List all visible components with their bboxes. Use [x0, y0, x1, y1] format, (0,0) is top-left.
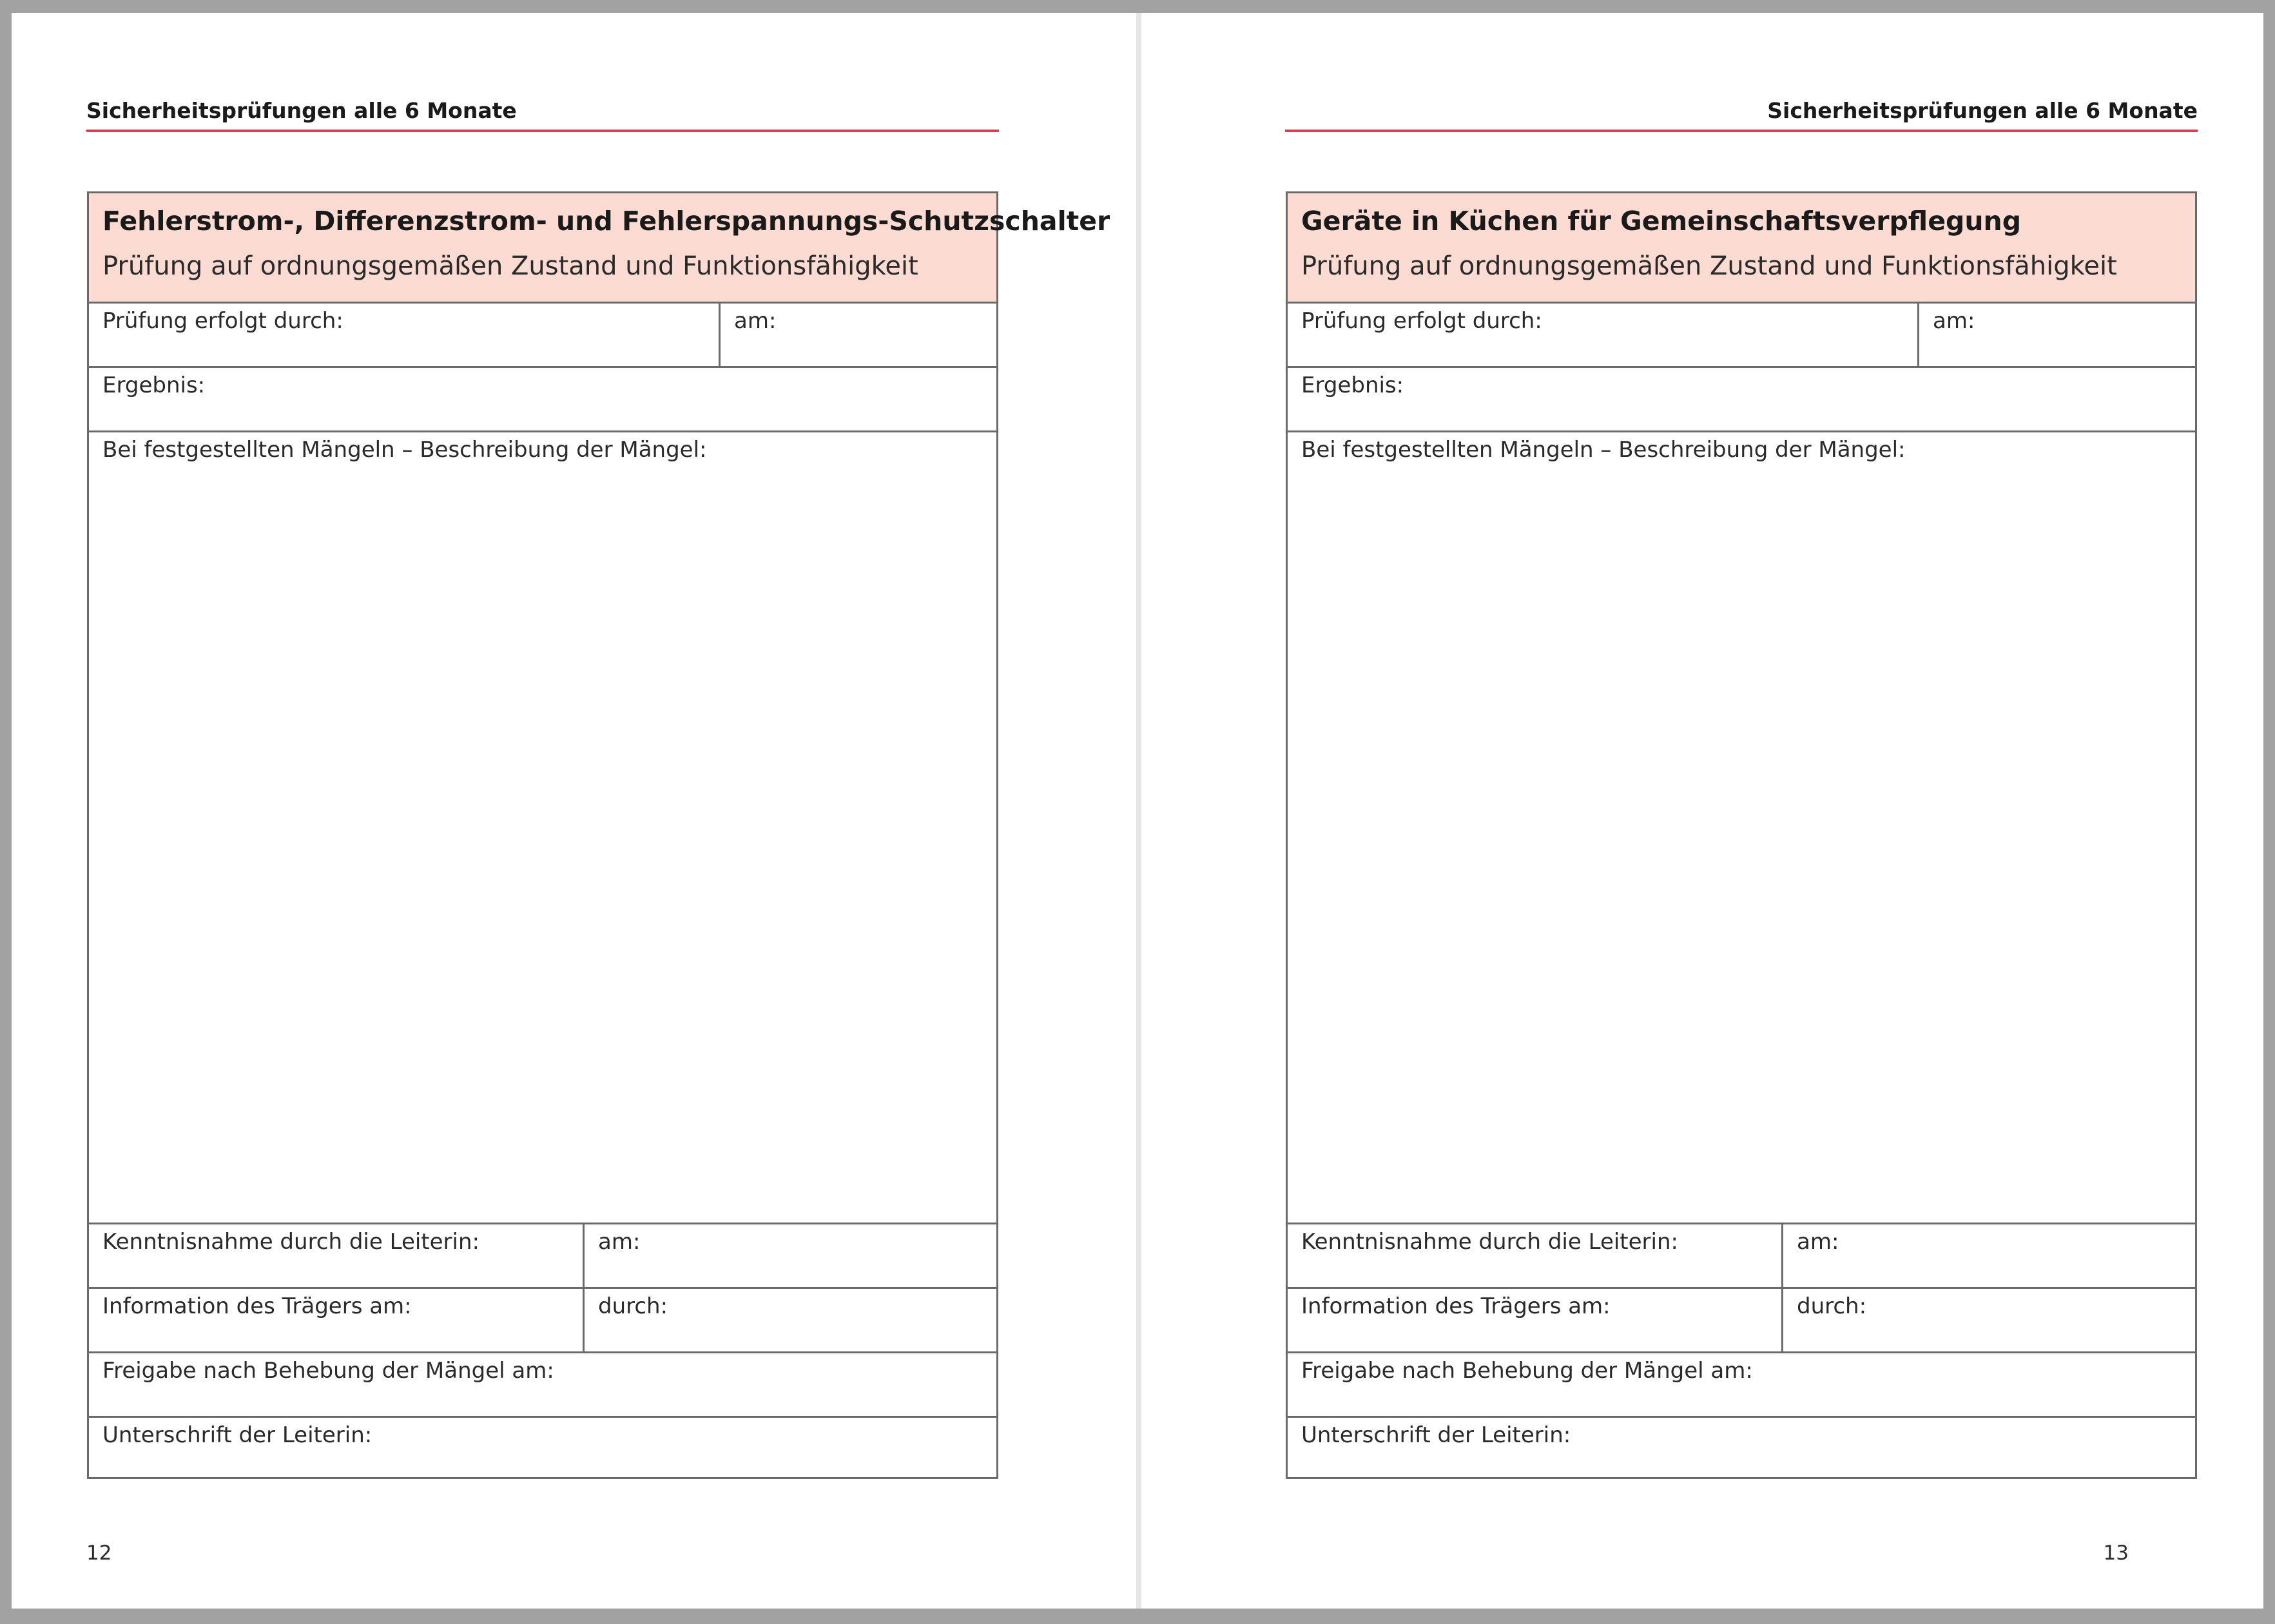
- field-label: Unterschrift der Leiterin:: [102, 1422, 373, 1448]
- field-label: Ergebnis:: [1301, 372, 1404, 398]
- form-header: [1288, 193, 2195, 304]
- field-pruefung-am[interactable]: [1917, 304, 2195, 366]
- row-pruefung: [89, 304, 996, 368]
- page-number: 12: [86, 1542, 112, 1565]
- row-maengel: [1288, 432, 2195, 1224]
- field-kenntnisnahme[interactable]: [1288, 1224, 1781, 1287]
- form-header: [89, 193, 1110, 304]
- field-label: Prüfung erfolgt durch:: [102, 308, 344, 334]
- row-maengel: [89, 432, 996, 1224]
- field-kenntnisnahme[interactable]: [89, 1224, 583, 1287]
- running-head-rule: [1285, 130, 2198, 132]
- field-freigabe[interactable]: [1288, 1353, 2195, 1416]
- page-left: [12, 13, 1136, 1609]
- field-label: Ergebnis:: [102, 372, 206, 398]
- field-information-traeger[interactable]: [89, 1289, 583, 1351]
- field-kenntnisnahme-am[interactable]: [583, 1224, 996, 1287]
- field-label: Bei festgestellten Mängeln – Beschreibung der Mängel:: [102, 437, 707, 463]
- field-label: Prüfung erfolgt durch:: [1301, 308, 1542, 334]
- running-head: Sicherheitsprüfungen alle 6 Monate: [1767, 98, 2198, 123]
- field-label: Kenntnisnahme durch die Leiterin:: [102, 1229, 479, 1255]
- row-information: [89, 1289, 996, 1353]
- form-title: Fehlerstrom-, Differenzstrom- und Fehlerspannungs-Schutzschalter: [102, 206, 1110, 237]
- row-unterschrift: [1288, 1418, 2195, 1477]
- form-title: Geräte in Küchen für Gemeinschaftsverpflegung: [1301, 206, 2022, 237]
- field-information-durch[interactable]: [583, 1289, 996, 1351]
- field-label: Unterschrift der Leiterin:: [1301, 1422, 1571, 1448]
- form-subtitle: Prüfung auf ordnungsgemäßen Zustand und Funktionsfähigkeit: [102, 251, 918, 281]
- field-information-traeger[interactable]: [1288, 1289, 1781, 1351]
- field-pruefung-durch[interactable]: [89, 304, 719, 366]
- field-freigabe[interactable]: [89, 1353, 996, 1416]
- row-ergebnis: [1288, 368, 2195, 432]
- field-maengel-beschreibung[interactable]: [89, 432, 996, 1223]
- field-label: Bei festgestellten Mängeln – Beschreibung der Mängel:: [1301, 437, 1906, 463]
- field-ergebnis[interactable]: [89, 368, 996, 430]
- field-label: Freigabe nach Behebung der Mängel am:: [102, 1358, 554, 1384]
- row-kenntnisnahme: [89, 1224, 996, 1289]
- page-gutter: [1136, 13, 1141, 1609]
- field-label: Freigabe nach Behebung der Mängel am:: [1301, 1358, 1753, 1384]
- running-head-rule: [86, 130, 999, 132]
- page-right: [1141, 13, 2266, 1609]
- row-information: [1288, 1289, 2195, 1353]
- inspection-form: [87, 191, 1110, 1479]
- row-kenntnisnahme: [1288, 1224, 2195, 1289]
- page-number: 13: [2103, 1542, 2129, 1565]
- field-label: durch:: [1797, 1293, 1867, 1319]
- field-pruefung-durch[interactable]: [1288, 304, 1917, 366]
- document-spread: [12, 13, 2263, 1609]
- field-label: am:: [1933, 308, 1975, 334]
- field-label: am:: [598, 1229, 641, 1255]
- field-unterschrift[interactable]: [1288, 1418, 2195, 1477]
- field-kenntnisnahme-am[interactable]: [1781, 1224, 2195, 1287]
- row-unterschrift: [89, 1418, 996, 1477]
- field-label: am:: [734, 308, 777, 334]
- field-unterschrift[interactable]: [89, 1418, 996, 1477]
- row-ergebnis: [89, 368, 996, 432]
- field-label: Information des Trägers am:: [102, 1293, 412, 1319]
- row-pruefung: [1288, 304, 2195, 368]
- field-maengel-beschreibung[interactable]: [1288, 432, 2195, 1223]
- field-pruefung-am[interactable]: [719, 304, 996, 366]
- row-freigabe: [1288, 1353, 2195, 1418]
- running-head: Sicherheitsprüfungen alle 6 Monate: [86, 98, 517, 123]
- row-freigabe: [89, 1353, 996, 1418]
- field-label: Kenntnisnahme durch die Leiterin:: [1301, 1229, 1678, 1255]
- field-label: am:: [1797, 1229, 1839, 1255]
- field-label: durch:: [598, 1293, 668, 1319]
- inspection-form: [1286, 191, 2197, 1479]
- field-information-durch[interactable]: [1781, 1289, 2195, 1351]
- field-ergebnis[interactable]: [1288, 368, 2195, 430]
- field-label: Information des Trägers am:: [1301, 1293, 1611, 1319]
- form-subtitle: Prüfung auf ordnungsgemäßen Zustand und Funktionsfähigkeit: [1301, 251, 2117, 281]
